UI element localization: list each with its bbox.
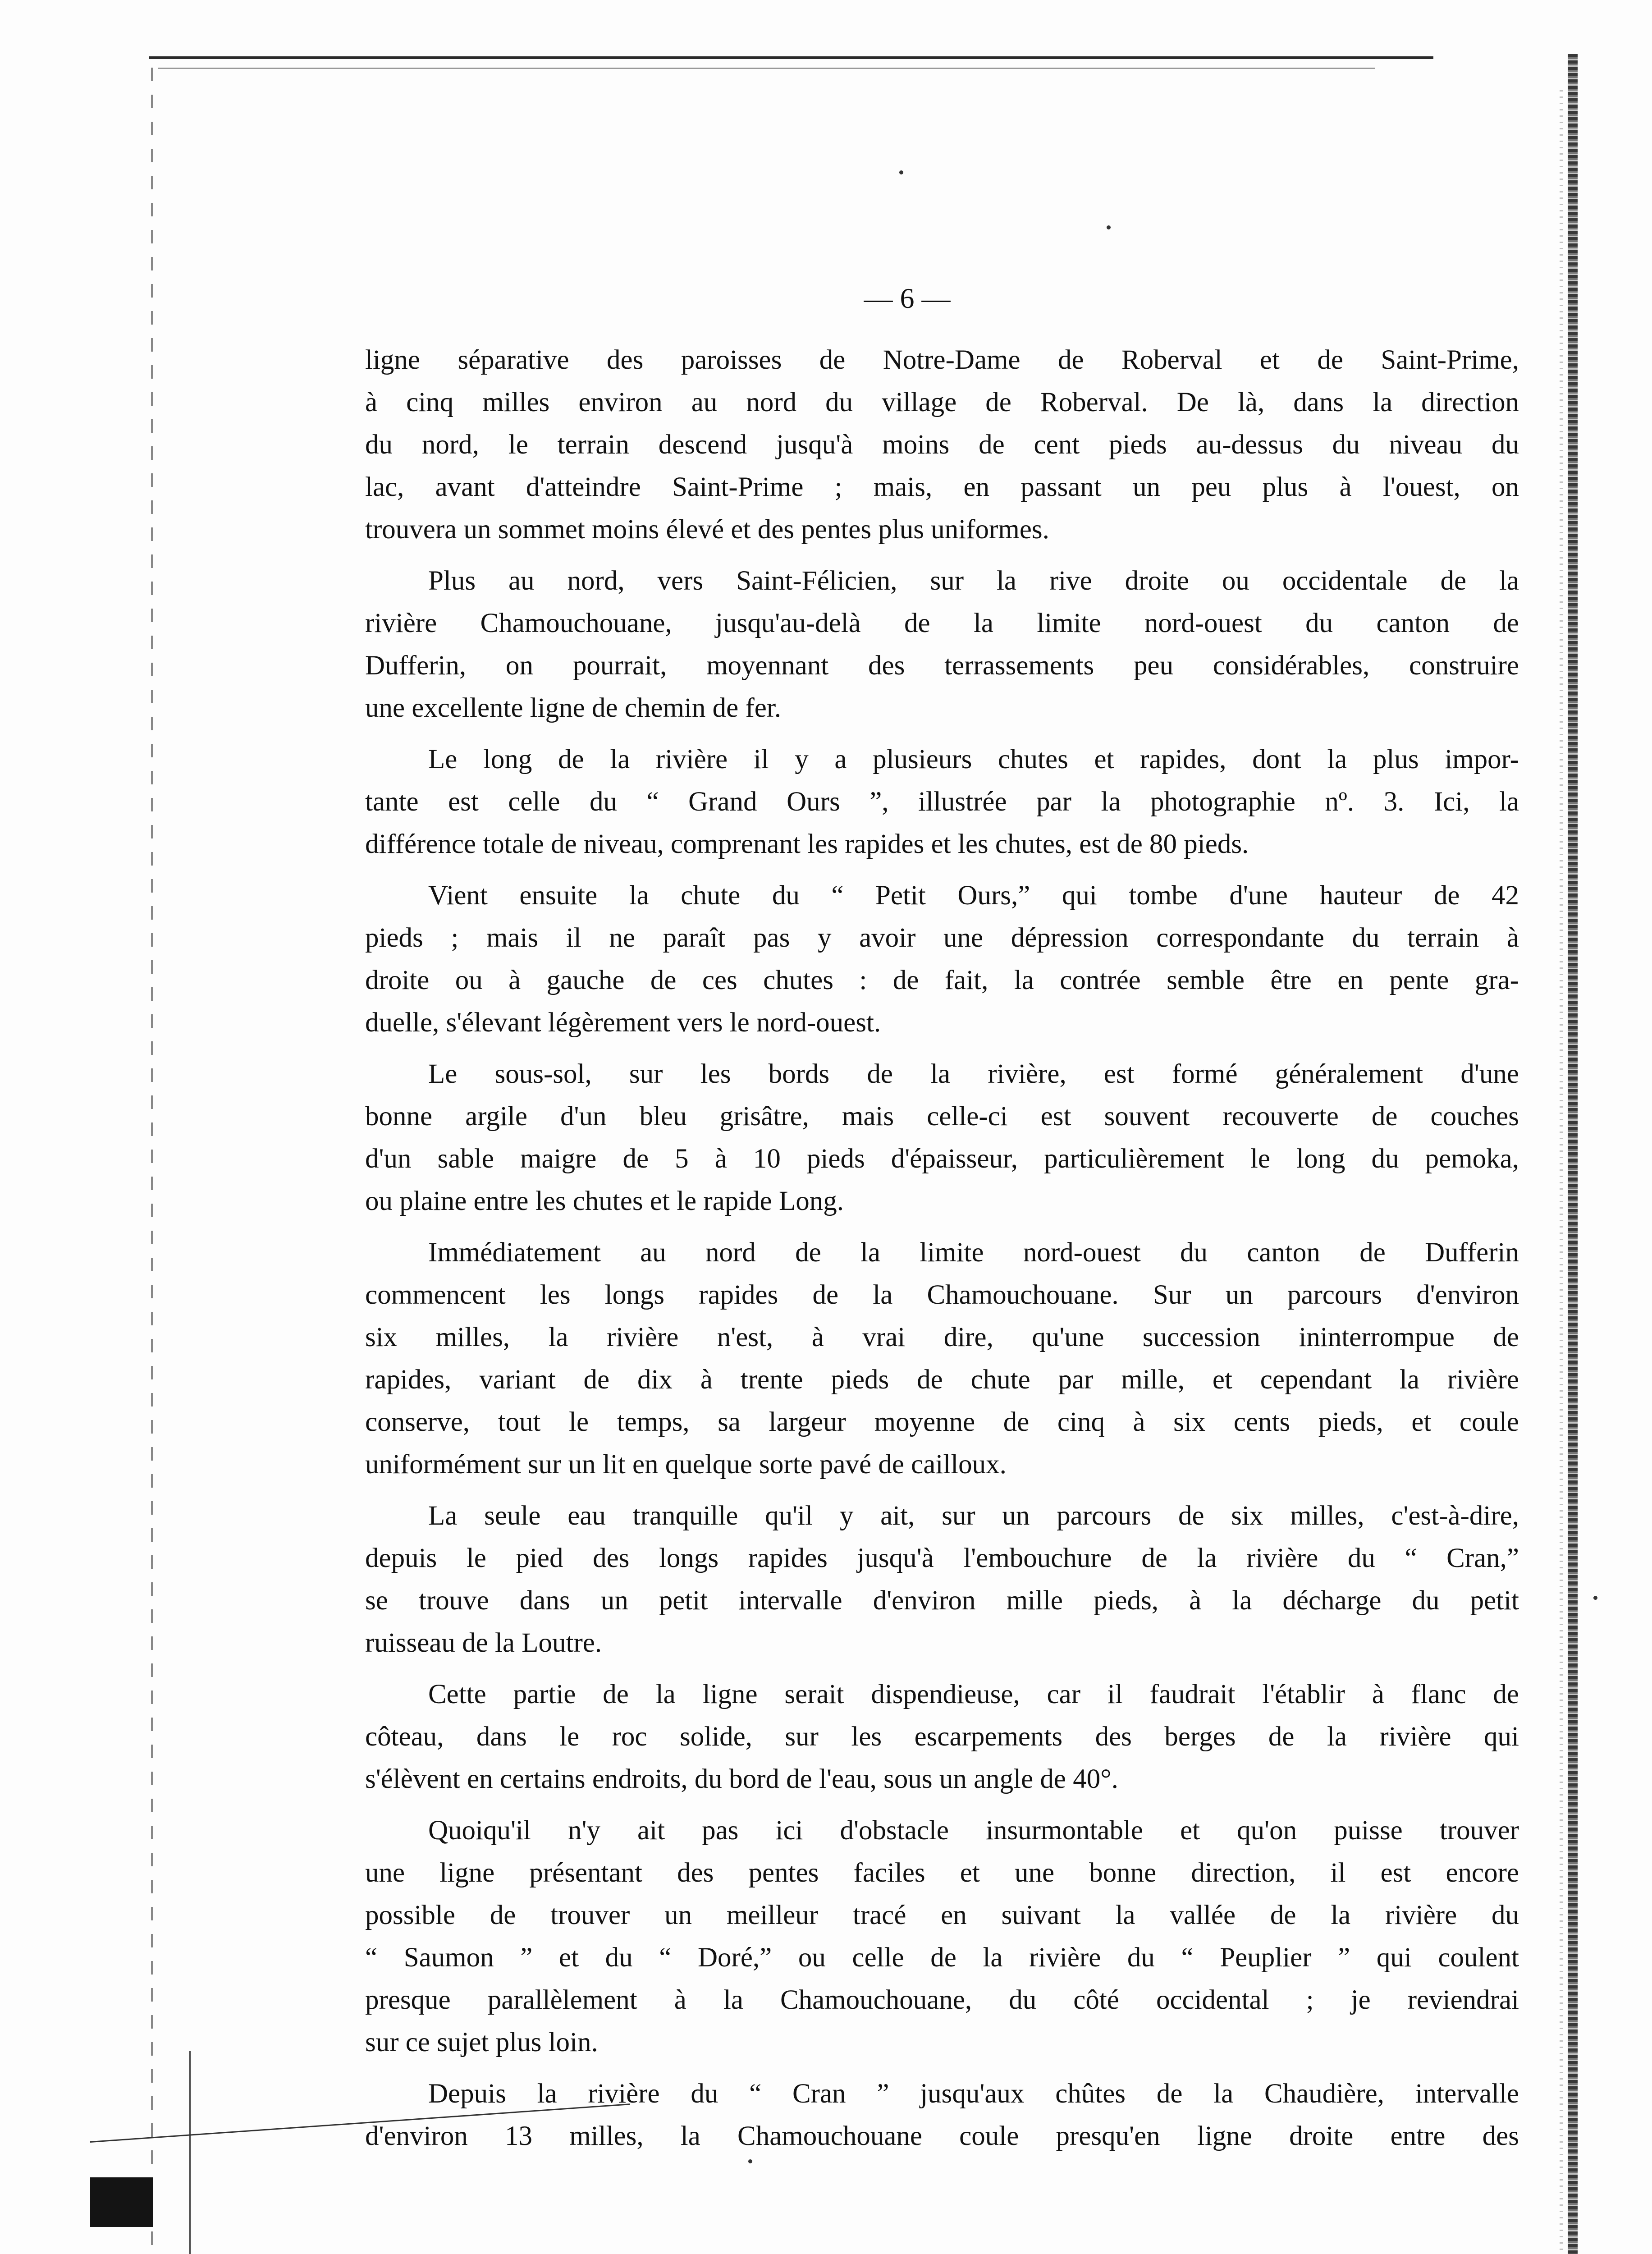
paragraph bbox=[365, 738, 1519, 866]
text-line: presque parallèlement à la Chamouchouane, du côté occidental ; je reviendrai bbox=[365, 1985, 1519, 2015]
text-line: une excellente ligne de chemin de fer. bbox=[365, 693, 782, 723]
text-line: côteau, dans le roc solide, sur les escarpements des berges de la rivière qui bbox=[365, 1722, 1519, 1752]
text-line: du nord, le terrain descend jusqu'à moins de cent pieds au-dessus du niveau du bbox=[365, 430, 1519, 460]
text-line: à cinq milles environ au nord du village de Roberval. De là, dans la direction bbox=[365, 387, 1519, 417]
corner-ink-mark bbox=[90, 2177, 153, 2227]
page-number: — 6 — bbox=[864, 282, 951, 314]
text-line: Plus au nord, vers Saint-Félicien, sur la rive droite ou occidentale de la bbox=[428, 566, 1519, 596]
paragraph bbox=[365, 339, 1519, 551]
paragraph bbox=[365, 1495, 1519, 1664]
top-rule-artifact bbox=[149, 56, 1433, 59]
text-line: trouvera un sommet moins élevé et des pentes plus uniformes. bbox=[365, 514, 1049, 545]
text-line: lac, avant d'atteindre Saint-Prime ; mais, en passant un peu plus à l'ouest, on bbox=[365, 472, 1519, 502]
text-line: ligne séparative des paroisses de Notre-Dame de Roberval et de Saint-Prime, bbox=[365, 345, 1519, 375]
text-line: Quoiqu'il n'y ait pas ici d'obstacle insurmontable et qu'on puisse trouver bbox=[428, 1815, 1519, 1846]
right-binding-shadow bbox=[1560, 90, 1563, 2254]
paragraph bbox=[365, 1232, 1519, 1486]
text-line: d'environ 13 milles, la Chamouchouane coule presqu'en ligne droite entre des bbox=[365, 2121, 1519, 2151]
paragraph bbox=[365, 2073, 1519, 2158]
text-line: La seule eau tranquille qu'il y ait, sur un parcours de six milles, c'est-à-dire, bbox=[428, 1501, 1519, 1531]
right-binding-edge bbox=[1568, 54, 1578, 2254]
ink-speck bbox=[899, 170, 903, 174]
left-margin-artifact bbox=[151, 68, 153, 2254]
text-line: Le sous-sol, sur les bords de la rivière, est formé généralement d'une bbox=[428, 1059, 1519, 1089]
left-margin-line bbox=[189, 2051, 191, 2254]
text-line: Immédiatement au nord de la limite nord-ouest du canton de Dufferin bbox=[428, 1237, 1519, 1268]
paragraph bbox=[365, 1673, 1519, 1800]
text-line: droite ou à gauche de ces chutes : de fait, la contrée semble être en pente gra- bbox=[365, 965, 1519, 995]
text-line: se trouve dans un petit intervalle d'environ mille pieds, à la décharge du petit bbox=[365, 1585, 1519, 1616]
text-line: rivière Chamouchouane, jusqu'au-delà de la limite nord-ouest du canton de bbox=[365, 608, 1519, 638]
paragraph bbox=[365, 1810, 1519, 2064]
text-line: s'élèvent en certains endroits, du bord de l'eau, sous un angle de 40°. bbox=[365, 1764, 1118, 1794]
text-line: possible de trouver un meilleur tracé en suivant la vallée de la rivière du bbox=[365, 1900, 1519, 1930]
paragraph bbox=[365, 1053, 1519, 1223]
text-line: Cette partie de la ligne serait dispendieuse, car il faudrait l'établir à flanc de bbox=[428, 1679, 1519, 1709]
text-line: sur ce sujet plus loin. bbox=[365, 2027, 598, 2057]
text-line: différence totale de niveau, comprenant les rapides et les chutes, est de 80 pieds. bbox=[365, 829, 1249, 859]
text-line: rapides, variant de dix à trente pieds de chute par mille, et cependant la rivière bbox=[365, 1365, 1519, 1395]
text-line: tante est celle du “ Grand Ours ”, illustrée par la photographie nº. 3. Ici, la bbox=[365, 787, 1519, 817]
text-line: bonne argile d'un bleu grisâtre, mais celle-ci est souvent recouverte de couches bbox=[365, 1101, 1519, 1132]
ink-speck bbox=[1107, 225, 1111, 229]
text-line: uniformément sur un lit en quelque sorte pavé de cailloux. bbox=[365, 1449, 1007, 1480]
text-line: conserve, tout le temps, sa largeur moyenne de cinq à six cents pieds, et coule bbox=[365, 1407, 1519, 1437]
text-line: commencent les longs rapides de la Chamouchouane. Sur un parcours d'environ bbox=[365, 1280, 1519, 1310]
body-text bbox=[365, 339, 1519, 2167]
text-line: six milles, la rivière n'est, à vrai dire, qu'une succession ininterrompue de bbox=[365, 1322, 1519, 1352]
paragraph bbox=[365, 560, 1519, 729]
text-line: “ Saumon ” et du “ Doré,” ou celle de la rivière du “ Peuplier ” qui coulent bbox=[365, 1942, 1519, 1973]
text-line: ou plaine entre les chutes et le rapide Long. bbox=[365, 1186, 844, 1216]
text-line: duelle, s'élevant légèrement vers le nord-ouest. bbox=[365, 1008, 881, 1038]
text-line: Dufferin, on pourrait, moyennant des terrassements peu considérables, construire bbox=[365, 651, 1519, 681]
ink-speck bbox=[1593, 1596, 1597, 1600]
text-line: Le long de la rivière il y a plusieurs chutes et rapides, dont la plus impor- bbox=[428, 744, 1519, 774]
text-line: pieds ; mais il ne paraît pas y avoir une dépression correspondante du terrain à bbox=[365, 923, 1519, 953]
top-rule-artifact-secondary bbox=[158, 68, 1375, 69]
text-line: depuis le pied des longs rapides jusqu'à l'embouchure de la rivière du “ Cran,” bbox=[365, 1543, 1519, 1573]
text-line: Vient ensuite la chute du “ Petit Ours,” qui tombe d'une hauteur de 42 bbox=[428, 880, 1519, 911]
text-line: une ligne présentant des pentes faciles et une bonne direction, il est encore bbox=[365, 1858, 1519, 1888]
text-line: Depuis la rivière du “ Cran ” jusqu'aux chûtes de la Chaudière, intervalle bbox=[428, 2079, 1519, 2109]
text-line: ruisseau de la Loutre. bbox=[365, 1628, 602, 1658]
paragraph bbox=[365, 875, 1519, 1044]
text-line: d'un sable maigre de 5 à 10 pieds d'épaisseur, particulièrement le long du pemoka, bbox=[365, 1144, 1519, 1174]
